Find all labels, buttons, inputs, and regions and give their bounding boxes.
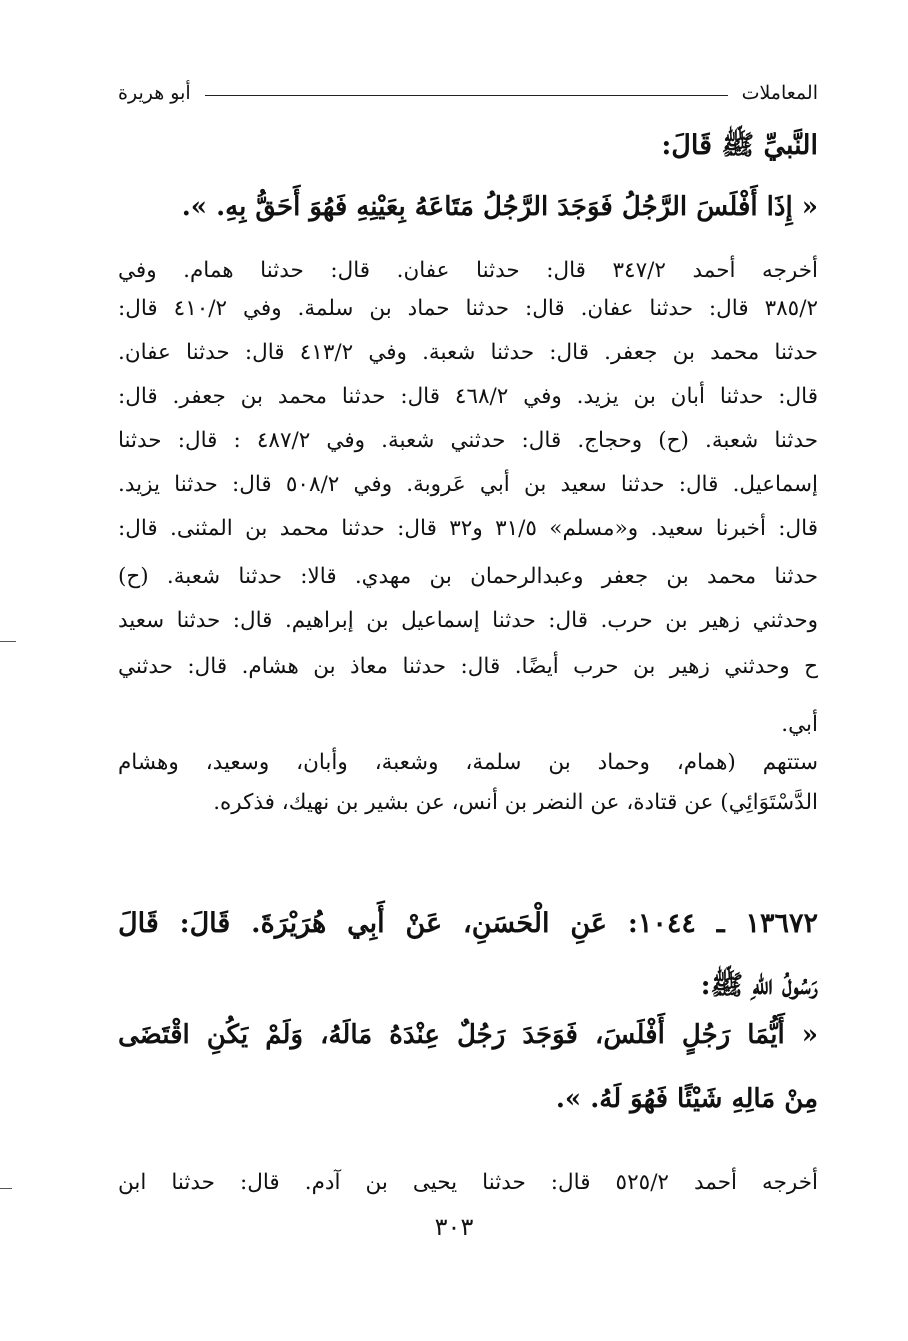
text-line: أخرجه أحمد ٥٢٥/٢ قال: حدثنا يحيى بن آدم. قال: حدثنا ابن — [118, 1170, 818, 1195]
text-line: إسماعيل. قال: حدثنا سعيد بن أبي عَروبة. وفي ٥٠٨/٢ قال: حدثنا يزيد. — [118, 472, 818, 497]
hadith-heading-line: رَسُولُ اللهِ ﷺ: — [700, 970, 818, 1001]
text-line: قال: حدثنا أبان بن يزيد. وفي ٤٦٨/٢ قال: حدثنا محمد بن جعفر. قال: — [118, 384, 818, 409]
text-line: قال: أخبرنا سعيد. و«مسلم» ٣١/٥ و٣٢ قال: حدثنا محمد بن المثنى. قال: — [118, 516, 818, 541]
text-line: ح وحدثني زهير بن حرب أيضًا. قال: حدثنا معاذ بن هشام. قال: حدثني — [118, 654, 818, 679]
margin-mark-left-lower — [0, 1188, 12, 1189]
hadith-heading-line: النَّبيِّ ﷺ قَالَ: — [661, 130, 818, 161]
hadith-quote-line: « إِذَا أَفْلَسَ الرَّجُلُ فَوَجَدَ الرَّجُلُ مَتَاعَهُ بِعَيْنِهِ فَهُوَ أَحَقُّ بِهِ. ». — [181, 192, 818, 222]
hadith-quote-line: « أَيُّمَا رَجُلٍ أَفْلَسَ، فَوَجَدَ رَجُلٌ عِنْدَهُ مَالَهُ، وَلَمْ يَكُنِ اقْتَضَى — [118, 1020, 818, 1050]
text-line: الدَّسْتَوَائِي) عن قتادة، عن النضر بن أنس، عن بشير بن نهيك، فذكره. — [213, 790, 818, 815]
text-line: حدثنا شعبة. (ح) وحجاج. قال: حدثني شعبة. وفي ٤٨٧/٢ : قال: حدثنا — [118, 428, 818, 453]
hadith-quote-line: مِنْ مَالِهِ شَيْئًا فَهُوَ لَهُ. ». — [555, 1084, 818, 1114]
hadith-heading-line: ١٣٦٧٢ ـ ١٠٤٤: عَنِ الْحَسَنِ، عَنْ أَبِي هُرَيْرَةَ. قَالَ: قَالَ — [118, 908, 819, 939]
text-line: أخرجه أحمد ٣٤٧/٢ قال: حدثنا عفان. قال: حدثنا همام. وفي — [118, 258, 818, 283]
header-rule — [205, 95, 728, 96]
text-line: ٣٨٥/٢ قال: حدثنا عفان. قال: حدثنا حماد بن سلمة. وفي ٤١٠/٢ قال: — [118, 296, 818, 321]
running-header — [118, 78, 818, 108]
text-line: ستتهم (همام، وحماد بن سلمة، وشعبة، وأبان، وسعيد، وهشام — [118, 750, 818, 775]
header-narrator-title: أبو هريرة — [118, 82, 191, 104]
text-line: وحدثني زهير بن حرب. قال: حدثنا إسماعيل بن إبراهيم. قال: حدثنا سعيد — [118, 608, 818, 633]
page-number: ٣٠٣ — [434, 1213, 474, 1241]
text-line: أبي. — [781, 712, 818, 737]
text-line: حدثنا محمد بن جعفر وعبدالرحمان بن مهدي. قالا: حدثنا شعبة. (ح) — [118, 564, 818, 589]
header-chapter-title: المعاملات — [741, 82, 818, 104]
margin-mark-left — [0, 641, 16, 642]
text-line: حدثنا محمد بن جعفر. قال: حدثنا شعبة. وفي ٤١٣/٢ قال: حدثنا عفان. — [118, 340, 818, 365]
